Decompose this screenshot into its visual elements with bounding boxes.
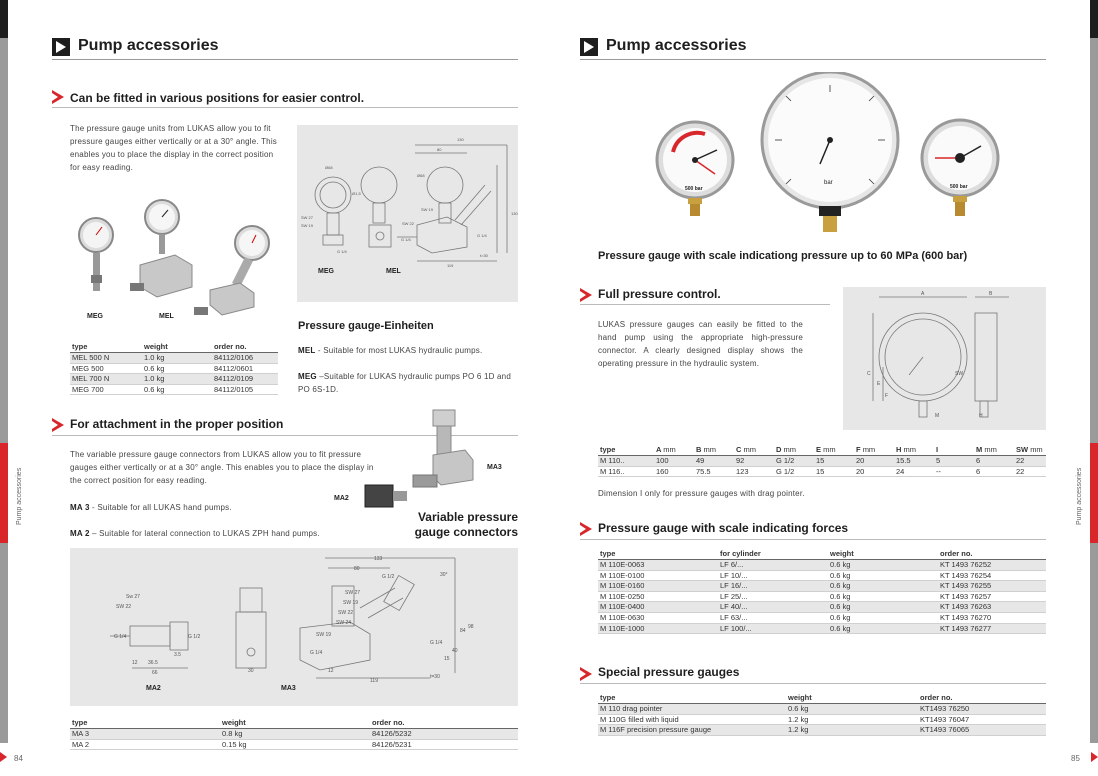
ma2-text: – Suitable for lateral connection to LUKAS ZPH hand pumps.: [89, 529, 320, 538]
svg-text:G 1/2: G 1/2: [188, 634, 201, 640]
table-cell: LF 6/...: [718, 560, 828, 571]
dim-a: A: [921, 291, 925, 297]
table-cell: M 110 drag pointer: [598, 704, 786, 715]
table-header: order no.: [212, 341, 278, 353]
right-corner-arrow-icon: [1091, 752, 1098, 762]
drawing-label-ma2: MA2: [146, 685, 161, 692]
svg-text:SW 27: SW 27: [345, 590, 361, 596]
table-header: weight: [142, 341, 212, 353]
left-side-label: Pump accessories: [16, 467, 23, 525]
svg-text:119: 119: [447, 263, 454, 268]
table-cell: 100: [654, 456, 694, 467]
photo-label-ma3: MA3: [487, 464, 502, 471]
svg-text:3.5: 3.5: [174, 652, 181, 658]
table-row: [70, 374, 278, 385]
table-header: type: [70, 717, 220, 729]
left-corner-arrow-icon: [0, 752, 7, 762]
table-cell: MEL 700 N: [70, 374, 142, 385]
photo-label-meg: MEG: [87, 313, 103, 320]
section1-arrow-icon: [52, 90, 64, 104]
table-cell: M 116F precision pressure gauge: [598, 725, 786, 736]
full-control-title: Full pressure control.: [598, 287, 721, 301]
svg-text:SW 22: SW 22: [116, 604, 132, 610]
right-edge-bar-top: [1090, 0, 1098, 38]
dim-header-sw: SW mm: [1014, 444, 1046, 456]
table-cell: MA 3: [70, 729, 220, 740]
table-cell: MEG 700: [70, 384, 142, 395]
table-header: weight: [828, 548, 938, 560]
gauge-face-left: 500 bar: [685, 186, 703, 192]
right-header-title: Pump accessories: [606, 37, 747, 54]
table-cell: 75.5: [694, 466, 734, 477]
table-header: type: [70, 341, 142, 353]
ma-table: [70, 717, 518, 750]
table-cell: MA 2: [70, 739, 220, 750]
dim-header-a: A mm: [654, 444, 694, 456]
meg-mel-drawing: [297, 125, 518, 302]
table-cell: KT1493 76065: [918, 725, 1046, 736]
table-cell: 0.6 kg: [828, 612, 938, 623]
table-cell: M 110E-0250: [598, 591, 718, 602]
table-row: [598, 591, 1046, 602]
ma-caption-line1: Variable pressure: [417, 510, 518, 524]
table-row: [598, 714, 1046, 725]
forces-arrow-icon: [580, 522, 592, 536]
table-cell: M 110E-1000: [598, 623, 718, 634]
ma-drawing-box: [70, 548, 518, 706]
table-cell: M 110E-0160: [598, 581, 718, 592]
table-cell: 0.6 kg: [828, 602, 938, 613]
right-header-arrow-icon: [580, 38, 598, 56]
dim-sw: SW: [955, 371, 964, 377]
mel-label: MEL: [298, 346, 316, 355]
table-cell: KT 1493 76254: [938, 570, 1046, 581]
svg-text:G 1/4: G 1/4: [114, 634, 127, 640]
table-header: order no.: [918, 692, 1046, 704]
svg-text:Ø1,5: Ø1,5: [352, 191, 361, 196]
svg-text:98: 98: [468, 624, 474, 630]
table-cell: 84112/0109: [212, 374, 278, 385]
dim-header-h: H mm: [894, 444, 934, 456]
gauge-dimension-drawing: [843, 287, 1046, 430]
section2-arrow-icon: [52, 418, 64, 432]
table-row: [70, 353, 278, 364]
mel-text: - Suitable for most LUKAS hydraulic pumps.: [315, 346, 483, 355]
table-cell: M 110E-0400: [598, 602, 718, 613]
table-cell: 22: [1014, 456, 1046, 467]
table-cell: 20: [854, 456, 894, 467]
table-cell: LF 40/...: [718, 602, 828, 613]
svg-text:t=30: t=30: [430, 674, 440, 680]
svg-text:Ø68: Ø68: [325, 165, 333, 170]
svg-text:133: 133: [374, 556, 383, 562]
gauge-drawing-box: [843, 287, 1046, 430]
meg-mel-table: [70, 341, 278, 395]
table-row: [70, 729, 518, 740]
dim-header-d: D mm: [774, 444, 814, 456]
full-control-arrow-icon: [580, 288, 592, 302]
dim-header-e: E mm: [814, 444, 854, 456]
forces-table: [598, 548, 1046, 634]
gauge-heading: Pressure gauge with scale indicationg pressure up to 60 MPa (600 bar): [598, 250, 968, 262]
svg-text:G 1/4: G 1/4: [337, 249, 347, 254]
right-edge-bar-red: [1090, 443, 1098, 543]
units-title: Pressure gauge-Einheiten: [298, 320, 434, 332]
svg-text:G 1/4: G 1/4: [401, 237, 411, 242]
table-header: weight: [786, 692, 918, 704]
table-cell: M 110..: [598, 456, 654, 467]
dim-e: E: [877, 381, 881, 387]
drawing-label-meg: MEG: [318, 268, 334, 275]
table-cell: 84112/0105: [212, 384, 278, 395]
photo-label-ma2: MA2: [334, 495, 349, 502]
svg-text:t=30: t=30: [480, 253, 488, 258]
ma-caption-line2: gauge connectors: [414, 525, 518, 539]
meg-mel-photo: [70, 195, 280, 330]
table-cell: 0.6 kg: [142, 384, 212, 395]
forces-rule: [580, 539, 1046, 540]
table-row: [70, 363, 278, 374]
table-cell: M 110E-0063: [598, 560, 718, 571]
dim-f: F: [885, 393, 889, 399]
table-cell: 22: [1014, 466, 1046, 477]
table-cell: M 110G filled with liquid: [598, 714, 786, 725]
table-cell: KT 1493 76263: [938, 602, 1046, 613]
meg-label: MEG: [298, 372, 317, 381]
svg-text:30: 30: [248, 668, 254, 674]
special-arrow-icon: [580, 667, 592, 681]
table-row: [598, 602, 1046, 613]
table-cell: KT 1493 76277: [938, 623, 1046, 634]
svg-text:130: 130: [511, 211, 518, 216]
dim-c: C: [867, 371, 871, 377]
ma3-text: - Suitable for all LUKAS hand pumps.: [89, 503, 232, 512]
right-side-label: Pump accessories: [1076, 467, 1083, 525]
ma3-photo: [413, 410, 473, 487]
right-edge-bar-gray: [1090, 38, 1098, 443]
table-cell: LF 63/...: [718, 612, 828, 623]
dim-header-type: type: [598, 444, 654, 456]
table-cell: 6: [974, 456, 1014, 467]
svg-text:SW 22: SW 22: [338, 610, 354, 616]
table-cell: LF 100/...: [718, 623, 828, 634]
table-header: type: [598, 548, 718, 560]
right-page-number: 85: [1071, 754, 1080, 763]
section1-text: The pressure gauge units from LUKAS allow you to fit pressure gauges either vertically or at a 30° angle. This enables you to place the display in the correct position for easy reading.: [70, 124, 278, 172]
table-row: [598, 456, 1046, 467]
left-edge-bar-top: [0, 0, 8, 38]
table-cell: KT1493 76250: [918, 704, 1046, 715]
table-cell: 1.0 kg: [142, 353, 212, 364]
table-cell: M 116..: [598, 466, 654, 477]
dim-header-m: M mm: [974, 444, 1014, 456]
dim-h: H: [979, 413, 983, 419]
drawing-label-ma3: MA3: [281, 685, 296, 692]
table-cell: M 110E-0630: [598, 612, 718, 623]
left-edge-bar-gray2: [0, 543, 8, 743]
left-edge-bar-gray: [0, 38, 8, 443]
svg-text:130: 130: [457, 137, 464, 142]
table-cell: 20: [854, 466, 894, 477]
section2-title: For attachment in the proper position: [70, 417, 284, 431]
table-cell: 84112/0601: [212, 363, 278, 374]
photo-label-mel: MEL: [159, 313, 174, 320]
full-control-rule: [580, 304, 830, 305]
meg-text: –Suitable for LUKAS hydraulic pumps PO 6 1D and PO 6S-1D.: [298, 372, 511, 394]
svg-text:66: 66: [152, 670, 158, 676]
table-header: weight: [220, 717, 370, 729]
dim-b: B: [989, 291, 993, 297]
table-cell: 0.6 kg: [142, 363, 212, 374]
svg-text:G 1/4: G 1/4: [477, 233, 487, 238]
table-cell: G 1/2: [774, 466, 814, 477]
table-header: for cylinder: [718, 548, 828, 560]
table-cell: LF 25/...: [718, 591, 828, 602]
left-edge-bar-red: [0, 443, 8, 543]
special-rule: [580, 683, 1046, 684]
svg-text:80: 80: [354, 566, 360, 572]
ma2-photo: [365, 485, 407, 507]
svg-text:SW 19: SW 19: [421, 207, 434, 212]
svg-text:G 1/4: G 1/4: [430, 640, 443, 646]
pressure-gauges-photo: [655, 72, 1005, 237]
table-cell: 0.6 kg: [828, 591, 938, 602]
table-cell: KT 1493 76257: [938, 591, 1046, 602]
table-header: order no.: [370, 717, 518, 729]
left-header-arrow-icon: [52, 38, 70, 56]
dimension-table: [598, 444, 1046, 477]
svg-text:SW 19: SW 19: [343, 600, 359, 606]
right-edge-bar-gray2: [1090, 543, 1098, 743]
section1-rule: [52, 107, 518, 108]
table-cell: 0.6 kg: [828, 623, 938, 634]
table-header: order no.: [938, 548, 1046, 560]
table-row: [598, 560, 1046, 571]
table-cell: 0.8 kg: [220, 729, 370, 740]
svg-text:80: 80: [437, 147, 442, 152]
dimension-note: Dimension I only for pressure gauges with drag pointer.: [598, 489, 805, 498]
gauge-photo-3: [194, 226, 269, 315]
ma2-description: [70, 527, 380, 540]
ma2-label: MA 2: [70, 529, 90, 538]
table-cell: 84126/5231: [370, 739, 518, 750]
special-title: Special pressure gauges: [598, 665, 740, 679]
table-row: [598, 612, 1046, 623]
table-cell: 15: [814, 466, 854, 477]
table-cell: KT1493 76047: [918, 714, 1046, 725]
mel-description: [298, 344, 518, 357]
table-cell: 0.6 kg: [786, 704, 918, 715]
svg-text:G 1/4: G 1/4: [310, 650, 323, 656]
table-cell: M 110E-0100: [598, 570, 718, 581]
table-cell: 6: [974, 466, 1014, 477]
table-cell: 0.6 kg: [828, 570, 938, 581]
svg-text:SW 22: SW 22: [402, 221, 415, 226]
drawing-label-mel: MEL: [386, 268, 401, 275]
table-row: [70, 384, 278, 395]
left-header-title: Pump accessories: [78, 37, 219, 54]
section1-title: Can be fitted in various positions for easier control.: [70, 91, 365, 105]
svg-text:SW 19: SW 19: [316, 632, 332, 638]
table-row: [598, 725, 1046, 736]
svg-text:12: 12: [132, 660, 138, 666]
gauge-photo-1: [79, 218, 113, 291]
table-cell: MEL 500 N: [70, 353, 142, 364]
table-cell: G 1/2: [774, 456, 814, 467]
svg-text:36.5: 36.5: [148, 660, 158, 666]
dim-header-i: I: [934, 444, 974, 456]
table-cell: KT 1493 76252: [938, 560, 1046, 571]
ma3-description: [70, 501, 380, 514]
gauge-face-right: 500 bar: [950, 184, 968, 190]
table-header: type: [598, 692, 786, 704]
dim-header-f: F mm: [854, 444, 894, 456]
gauge-face-center: bar: [824, 180, 833, 186]
svg-text:Ø68: Ø68: [417, 173, 425, 178]
gauge-drag-pointer-photo: [657, 122, 733, 216]
ma-drawing: [70, 548, 518, 706]
section2-text: The variable pressure gauge connectors from LUKAS allow you to fit pressure gauges either vertically or at a 30° angle. This enables you to place the display in the correct position for easy reading.: [70, 450, 374, 485]
table-cell: 1.2 kg: [786, 725, 918, 736]
svg-text:SW 24: SW 24: [336, 620, 352, 626]
table-cell: 1.0 kg: [142, 374, 212, 385]
forces-title: Pressure gauge with scale indicating forces: [598, 521, 849, 535]
table-cell: LF 16/...: [718, 581, 828, 592]
table-cell: KT 1493 76255: [938, 581, 1046, 592]
svg-text:30°: 30°: [440, 572, 448, 578]
svg-text:Sw 27: Sw 27: [126, 594, 140, 600]
table-cell: 84112/0106: [212, 353, 278, 364]
special-table: [598, 692, 1046, 736]
gauge-red-pointer-photo: [922, 120, 998, 216]
svg-text:84: 84: [460, 628, 466, 634]
gauge-large-photo: [762, 72, 898, 232]
svg-text:119: 119: [370, 678, 378, 684]
table-cell: 24: [894, 466, 934, 477]
svg-text:G 1/2: G 1/2: [382, 574, 395, 580]
dim-m: M: [935, 413, 940, 419]
table-cell: 123: [734, 466, 774, 477]
meg-description: [298, 370, 518, 396]
table-cell: 15: [814, 456, 854, 467]
table-cell: 49: [694, 456, 734, 467]
full-control-text: LUKAS pressure gauges can easily be fitted to the hand pump using the appropriate high-pressure connector. A clearly designed display shows the operating pressure in the hydraulic system.: [598, 320, 803, 368]
table-cell: LF 10/...: [718, 570, 828, 581]
table-cell: KT 1493 76270: [938, 612, 1046, 623]
table-cell: MEG 500: [70, 363, 142, 374]
table-row: [598, 466, 1046, 477]
dim-header-b: B mm: [694, 444, 734, 456]
table-cell: 92: [734, 456, 774, 467]
right-header-rule: [580, 59, 1046, 60]
svg-text:SW 19: SW 19: [301, 223, 314, 228]
gauge-photo-2: [130, 200, 192, 297]
table-cell: 160: [654, 466, 694, 477]
dim-header-c: C mm: [734, 444, 774, 456]
table-cell: 1.2 kg: [786, 714, 918, 725]
table-cell: --: [934, 466, 974, 477]
table-cell: 0.6 kg: [828, 581, 938, 592]
table-cell: 0.15 kg: [220, 739, 370, 750]
table-cell: 0.6 kg: [828, 560, 938, 571]
left-page-number: 84: [14, 754, 23, 763]
table-row: [70, 739, 518, 750]
svg-text:12: 12: [328, 668, 334, 674]
table-cell: 84126/5232: [370, 729, 518, 740]
table-row: [598, 570, 1046, 581]
meg-mel-drawing-box: [297, 125, 518, 302]
ma3-label: MA 3: [70, 503, 90, 512]
ma-connectors-photo: [355, 405, 485, 510]
left-header-rule: [52, 59, 518, 60]
table-row: [598, 704, 1046, 715]
table-row: [598, 581, 1046, 592]
table-cell: 15.5: [894, 456, 934, 467]
svg-text:40: 40: [452, 648, 458, 654]
table-row: [598, 623, 1046, 634]
svg-text:15: 15: [444, 656, 450, 662]
svg-text:SW 27: SW 27: [301, 215, 314, 220]
table-cell: 5: [934, 456, 974, 467]
